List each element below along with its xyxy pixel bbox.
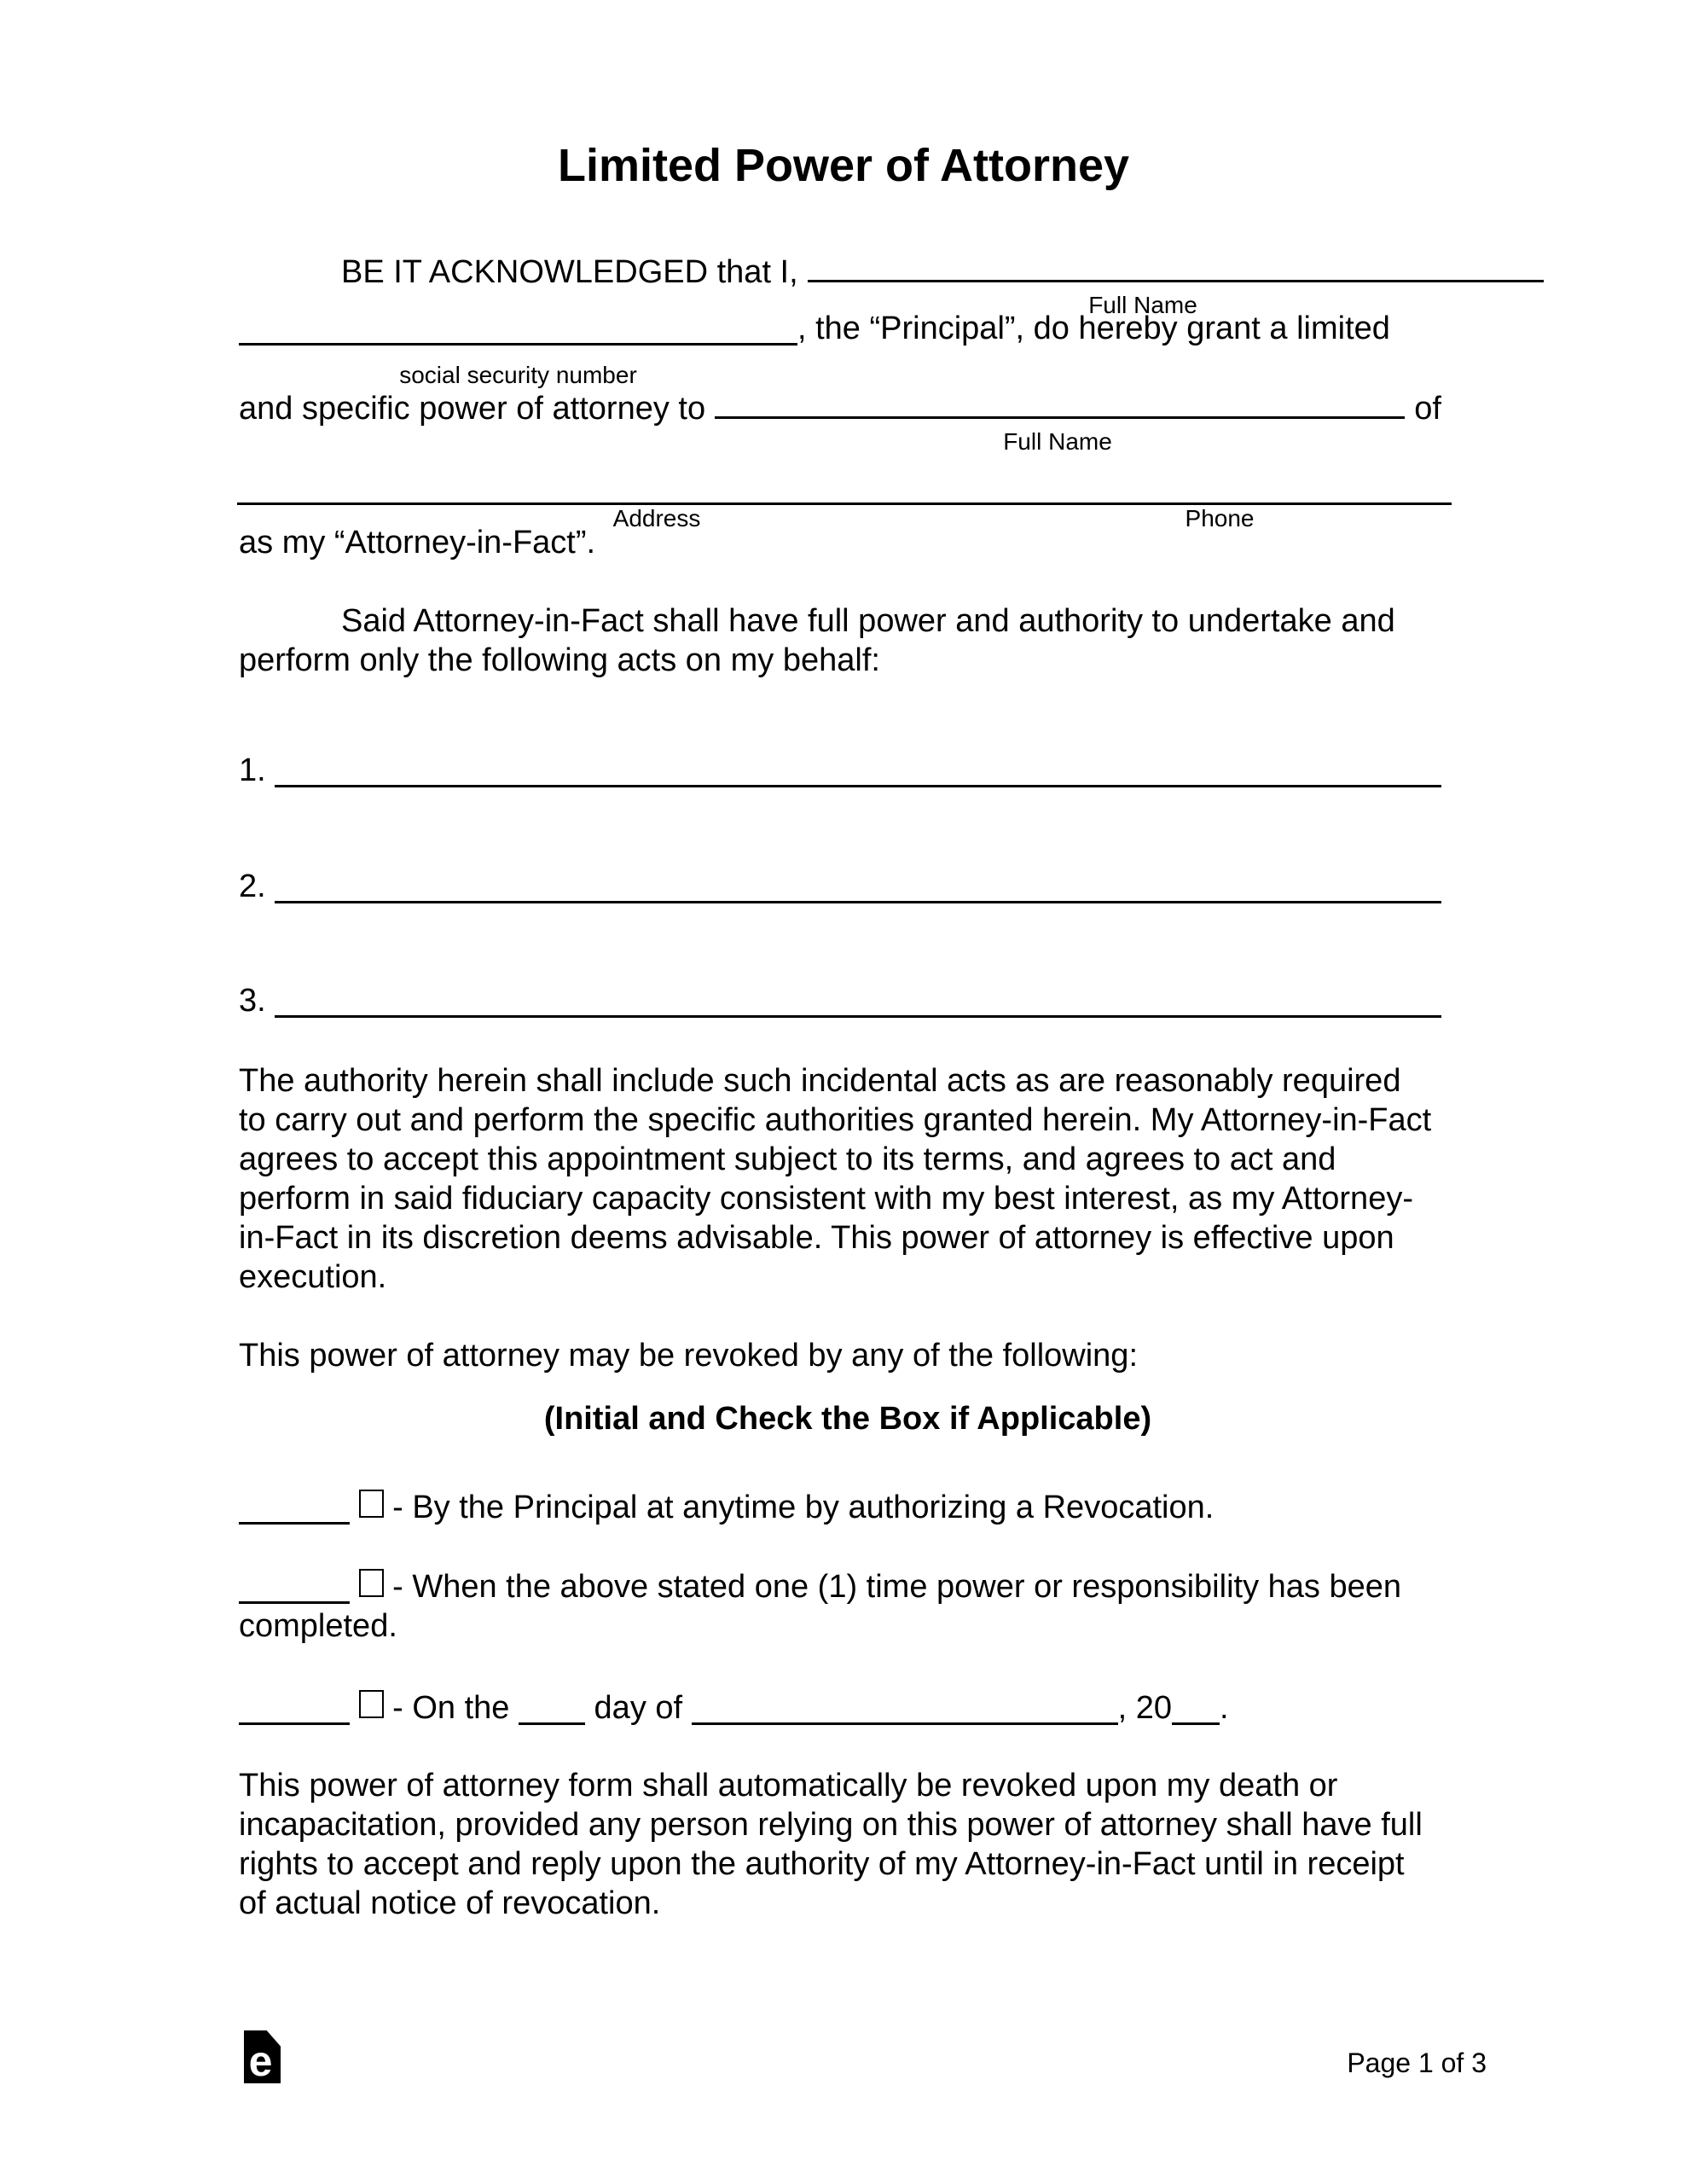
acknowledgement-text: BE IT ACKNOWLEDGED that I,	[341, 254, 798, 290]
checkbox-date[interactable]	[359, 1690, 384, 1718]
page-indicator: Page 1 of 3	[1347, 2048, 1487, 2078]
authority-line-4: perform in said fiduciary capacity consistent with my best interest, as my Attorney-	[239, 1181, 1413, 1217]
act-item-2	[239, 867, 1450, 906]
act-item-3	[239, 981, 1450, 1020]
act-number-1: 1.	[239, 752, 266, 788]
ssn-label: social security number	[399, 362, 637, 388]
authority-line-3: agrees to accept this appointment subject to its terms, and agrees to act and	[239, 1141, 1336, 1177]
year-blank[interactable]	[1172, 1699, 1220, 1725]
month-blank[interactable]	[692, 1699, 1118, 1725]
option-principal-text: - By the Principal at anytime by authorizing a Revocation.	[392, 1490, 1215, 1525]
revocation-option-completed	[239, 1567, 1401, 1606]
option-date-comma-year: , 20	[1117, 1690, 1173, 1726]
initials-blank-completed[interactable]	[239, 1577, 350, 1604]
grant-line	[239, 389, 1441, 428]
grant-clause-text: and specific power of attorney to	[239, 391, 706, 427]
checkbox-principal-revocation[interactable]	[359, 1490, 384, 1518]
act-item-1	[239, 751, 1450, 790]
authority-line-2: to carry out and perform the specific authorities granted herein. My Attorney-in-Fact	[239, 1102, 1432, 1138]
agent-name-blank[interactable]	[715, 392, 1405, 419]
principal-clause-line	[239, 309, 1441, 348]
phone-label: Phone	[1185, 505, 1255, 531]
ssn-blank[interactable]	[239, 319, 797, 346]
revocation-option-date	[239, 1688, 1229, 1728]
initials-blank-date[interactable]	[239, 1699, 350, 1725]
authority-line-1: The authority herein shall include such incidental acts as are reasonably required	[239, 1063, 1401, 1099]
auto-revocation-line-2: incapacitation, provided any person relying on this power of attorney shall have full	[239, 1807, 1423, 1843]
revocation-option-principal	[239, 1488, 1214, 1527]
logo-letter: e	[248, 2037, 273, 2085]
act-2-blank[interactable]	[275, 877, 1441, 903]
auto-revocation-paragraph	[239, 1766, 1450, 1923]
authority-line-6: execution.	[239, 1259, 387, 1295]
attorney-in-fact-line: as my “Attorney-in-Fact”.	[239, 525, 596, 561]
full-name-label-agent: Full Name	[1003, 428, 1112, 455]
authority-line-5: in-Fact in its discretion deems advisable. This power of attorney is effective upon	[239, 1220, 1394, 1256]
auto-revocation-line-4: of actual notice of revocation.	[239, 1885, 661, 1921]
scope-line-1: Said Attorney-in-Fact shall have full power and authority to undertake and	[341, 603, 1395, 639]
option-date-period: .	[1220, 1690, 1229, 1726]
full-name-label-principal: Full Name	[1088, 292, 1197, 318]
of-word: of	[1414, 391, 1441, 427]
address-phone-blank[interactable]	[237, 470, 1452, 505]
option-date-on-the: - On the	[392, 1690, 510, 1726]
authority-paragraph	[239, 1061, 1450, 1297]
acknowledgement-line	[239, 253, 1544, 292]
scope-paragraph	[239, 601, 1450, 680]
initial-check-heading: (Initial and Check the Box if Applicable)	[543, 1401, 1152, 1437]
principal-clause-text: , the “Principal”, do hereby grant a limited	[797, 311, 1390, 346]
checkbox-completed[interactable]	[359, 1569, 384, 1597]
act-number-2: 2.	[239, 868, 266, 904]
auto-revocation-line-1: This power of attorney form shall automatically be revoked upon my death or	[239, 1768, 1338, 1804]
act-1-blank[interactable]	[275, 761, 1441, 787]
option-date-day-of: day of	[594, 1690, 683, 1726]
scope-line-2: perform only the following acts on my behalf:	[239, 642, 880, 678]
day-blank[interactable]	[519, 1699, 585, 1725]
address-label: Address	[612, 505, 701, 531]
act-3-blank[interactable]	[275, 991, 1441, 1018]
option-completed-text-2: completed.	[239, 1608, 397, 1644]
principal-name-blank[interactable]	[808, 256, 1544, 282]
initials-blank-principal[interactable]	[239, 1498, 350, 1525]
act-number-3: 3.	[239, 983, 266, 1019]
eforms-logo	[244, 2030, 281, 2083]
auto-revocation-line-3: rights to accept and reply upon the authority of my Attorney-in-Fact until in receipt	[239, 1846, 1405, 1882]
revocation-intro: This power of attorney may be revoked by any of the following:	[239, 1338, 1138, 1374]
option-completed-text-1: - When the above stated one (1) time power or responsibility has been	[392, 1569, 1401, 1605]
page-title: Limited Power of Attorney	[557, 140, 1130, 191]
